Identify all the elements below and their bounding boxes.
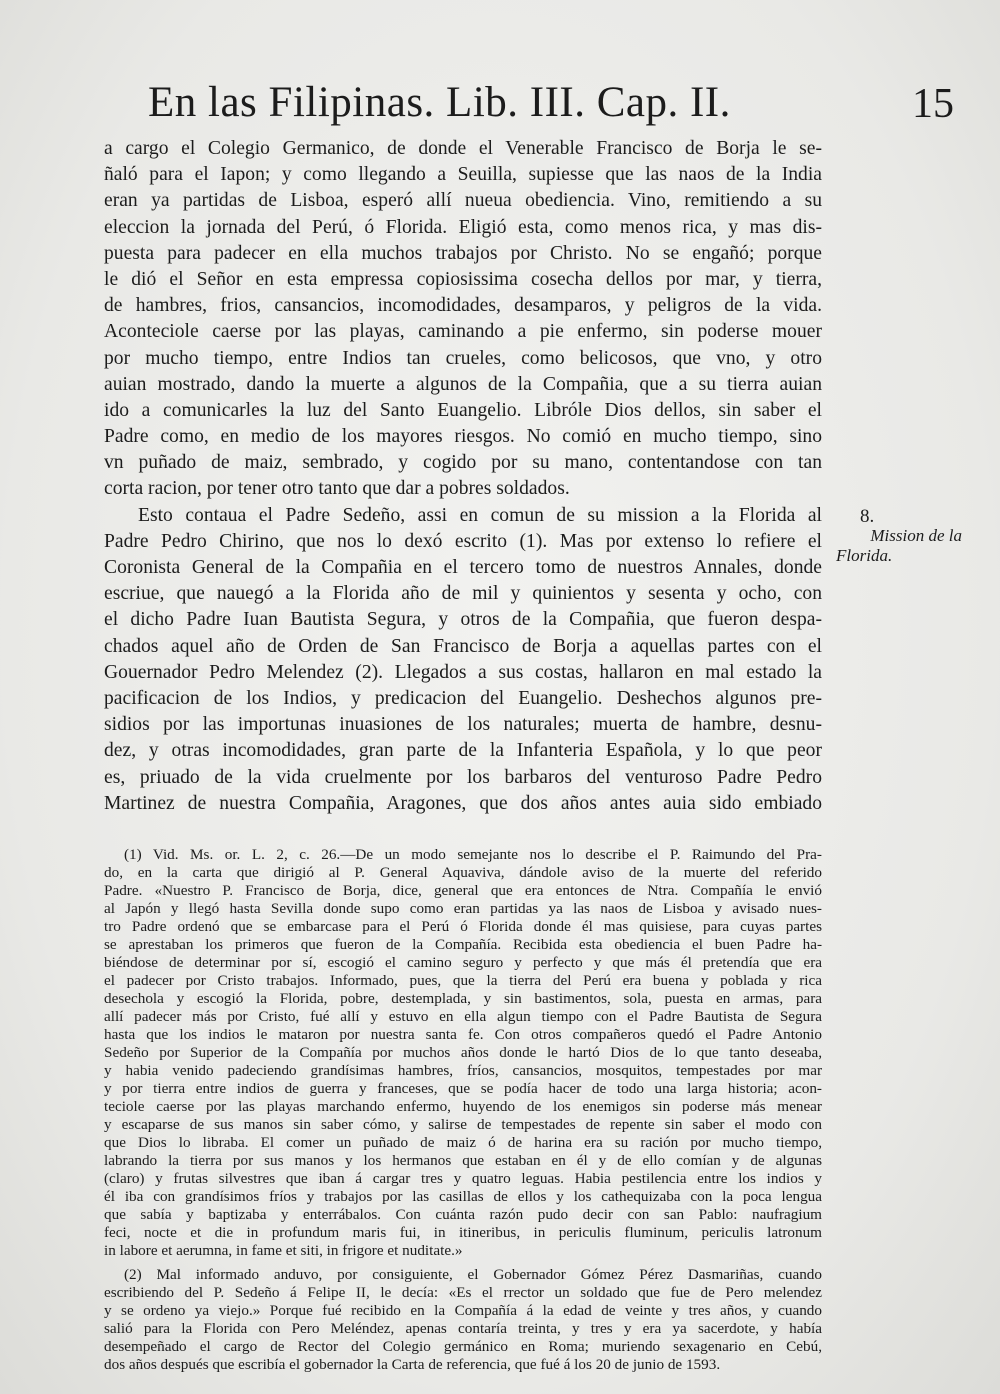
footnote-line: allí padecer más por Cristo, fué allí y estuvo en ella algun tiempo con el Padre Bautista de Segura <box>104 1008 822 1025</box>
text-line: eran ya partidas de Lisboa, esperó allí nueua obediencia. Vino, remitiendo a su <box>104 190 822 212</box>
margin-section-number: 8. <box>860 506 875 527</box>
text-line: es, priuado de la vida cruelmente por los barbaros del venturoso Padre Pedro <box>104 766 822 788</box>
text-line: chados aquel año de Orden de San Francisco de Borja a aquellas partes con el <box>104 635 822 657</box>
footnote-line: se aprestaban los primeros que fueron de la Compañía. Recibida esta obediencia el buen Padre ha- <box>104 936 822 953</box>
text-line: de hambres, frios, cansancios, incomodidades, desamparos, y peligros de la vida. <box>104 295 822 317</box>
footnote-line: que sabía y baptizaba y enterrábalos. Con cuánta razón pudo decir con san Pablo: naufragium <box>104 1206 822 1223</box>
footnote-line: que Dios lo libraba. El comer un puñado de maiz ó de harina era su ración por mucho tiempo, <box>104 1134 822 1151</box>
text-line: sidios por las importunas inuasiones de los naturales; muerta de hambre, desnu- <box>104 714 822 736</box>
page-number: 15 <box>912 81 954 127</box>
footnote-line: biéndose de determinar por sí, escogió el camino seguro y perfecto y que más él pretendía que era <box>104 954 822 971</box>
text-line: Padre como, en medio de los mayores riesgos. No comió en mucho tiempo, sino <box>104 426 822 448</box>
footnote-line: tro Padre ordenó que se embarcase para el Perú ó Florida donde él mas quisiese, para cuyas partes <box>104 918 822 935</box>
text-line: pacificacion de los Indios, y predicacion del Euangelio. Deshechos algunos pre- <box>104 687 822 709</box>
footnote-line: él iba con grandísimos fríos y trabajos por las casillas de ellos y los cathequizaba con la poca lengua <box>104 1188 822 1205</box>
footnote-line: (2) Mal informado anduvo, por consiguiente, el Gobernador Gómez Pérez Dasmariñas, cuando <box>124 1266 822 1283</box>
footnote-line: y habia venido padeciendo grandísimas hambres, fríos, cansancios, mosquitos, tempestades por mar <box>104 1062 822 1079</box>
footnote-line: do, en la carta que dirigió al P. General Aquaviva, dándole aviso de la muerte del referido <box>104 864 822 881</box>
text-line: Coronista General de la Compañia en el tercero tomo de nuestros Annales, donde <box>104 557 822 578</box>
footnote-line: dos años después que escribía el gobernador la Carta de referencia, que fué á los 20 de junio de 1593. <box>104 1356 721 1373</box>
text-line: dez, y otras incomodidades, gran parte de la Infanteria Española, y lo que peor <box>104 740 822 762</box>
text-line: corta racion, por tener otro tanto que dar a pobres soldados. <box>104 478 570 500</box>
text-line: ido a comunicarles la luz del Santo Euangelio. Libróle Dios dellos, sin saber el <box>104 399 822 421</box>
text-line: Esto contaua el Padre Sedeño, assi en comun de su mission a la Florida al <box>138 504 822 526</box>
footnotes <box>104 846 822 1374</box>
text-line: Padre Pedro Chirino, que nos lo dexó escrito (1). Mas por extenso lo refiere el <box>104 530 822 552</box>
footnote-line: hasta que los indios le mataron por nuestra santa fe. Con otros compañeros quedó el Padre Antonio <box>104 1026 822 1043</box>
footnote-line: desechola y escogió la Florida, pobre, destemplada, y sin bastimentos, sola, puesta en armas, para <box>104 990 822 1007</box>
footnote-line: y se ordeno ya viejo.» Porque fué recibido en la Compañía á la edad de veinte y tres años, y cuando <box>104 1302 822 1319</box>
footnote-line: salió para la Florida con Pero Meléndez, apenas contaría treinta, y tres y era ya sacerdote, y había <box>104 1320 822 1337</box>
footnote-line: (claro) y frutas silvestres que iban á cargar tres y quatro leguas. Habia pestilencia entre los indios y <box>104 1170 822 1187</box>
margin-note <box>836 526 976 566</box>
footnote-line: el padecer por Cristo trabajos. Informado, pues, que la tierra del Perú era buena y poblada y rica <box>104 972 822 989</box>
text-line: por mucho tiempo, entre Indios tan crueles, como belicosos, que vno, y otro <box>104 347 822 369</box>
text-line: escriue, que nauegó a la Florida año de mil y quinientos y sesenta y ocho, con <box>104 583 822 605</box>
text-line: le dió el Señor en esta empressa copiosissima cosecha dellos por mar, y tierra, <box>104 268 822 290</box>
text-line: vn puñado de maiz, sembrado, y cogido por su mano, contentandose con tan <box>104 452 822 474</box>
footnote-line: al Japón y llegó hasta Sevilla donde supo como eran partidas ya las naos de Lisboa y avisado nues- <box>104 900 822 917</box>
footnote-line: feci, nocte et die in profundum maris fui, in itineribus, in periculis fluminum, periculis latronum <box>104 1224 822 1241</box>
text-line: a cargo el Colegio Germanico, de donde el Venerable Francisco de Borja le se- <box>104 138 822 159</box>
text-line: Martinez de nuestra Compañia, Aragones, que dos años antes auia sido embiado <box>104 792 822 814</box>
main-text <box>104 136 822 817</box>
margin-note-line: Florida. <box>836 546 893 565</box>
text-line: Aconteciole caerse por las playas, caminando a pie enfermo, sin poderse mouer <box>104 321 822 343</box>
text-line: ñaló para el Iapon; y como llegando a Seuilla, supiesse que las naos de la India <box>104 164 822 186</box>
running-title: En las Filipinas. Lib. III. Cap. II. <box>148 79 731 126</box>
margin-note-line: Mission de la <box>870 526 962 545</box>
text-line: Gouernador Pedro Melendez (2). Llegados a sus costas, hallaron en mal estado la <box>104 661 822 683</box>
footnote-line: y por tierra entre indios de guerra y franceses, que se podía hacer de todo una larga historia; acon- <box>104 1080 822 1097</box>
footnote-line: y escaparse de sus manos sin saber cómo, y salirse de tempestades de repente sin saber el modo con <box>104 1116 822 1133</box>
footnote-line: escribiendo del P. Sedeño á Felipe II, le decía: «Es el rrector un soldado que fue de Pero melendez <box>104 1284 822 1301</box>
footnote-line: (1) Vid. Ms. or. L. 2, c. 26.—De un modo semejante nos lo describe el P. Raimundo del Pra- <box>124 846 822 863</box>
text-line: auian mostrado, dando la muerte a algunos de la Compañia, que a su tierra auian <box>104 373 822 395</box>
footnote-line: Padre. «Nuestro P. Francisco de Borja, dice, general que era entonces de Ntra. Compañía le envió <box>104 882 822 899</box>
text-line: eleccion la jornada del Perú, ó Florida. Eligió esta, como menos rica, y mas dis- <box>104 216 822 238</box>
text-line: el dicho Padre Iuan Bautista Segura, y otros de la Compañia, que fueron despa- <box>104 609 822 631</box>
text-line: puesta para padecer en ella muchos trabajos por Christo. No se engañó; porque <box>104 242 822 264</box>
footnote-line: in labore et aerumna, in fame et siti, in frigore et nuditate.» <box>104 1242 463 1259</box>
footnote-line: desempeñado el cargo de Rector del Colegio germánico en Roma; muriendo sexagenario en Cebú, <box>104 1338 822 1355</box>
footnote-line: Sedeño por Superior de la Compañía por muchos años donde le hartó Dios de lo que tanto deseaba, <box>104 1044 822 1061</box>
footnote-line: labrando la tierra por sus manos y los hermanos que estaban en él y de ello comían y de algunas <box>104 1152 822 1169</box>
footnote-line: teciole caerse por las playas marchando enfermo, huyendo de los enemigos sin poderse más menear <box>104 1098 822 1115</box>
